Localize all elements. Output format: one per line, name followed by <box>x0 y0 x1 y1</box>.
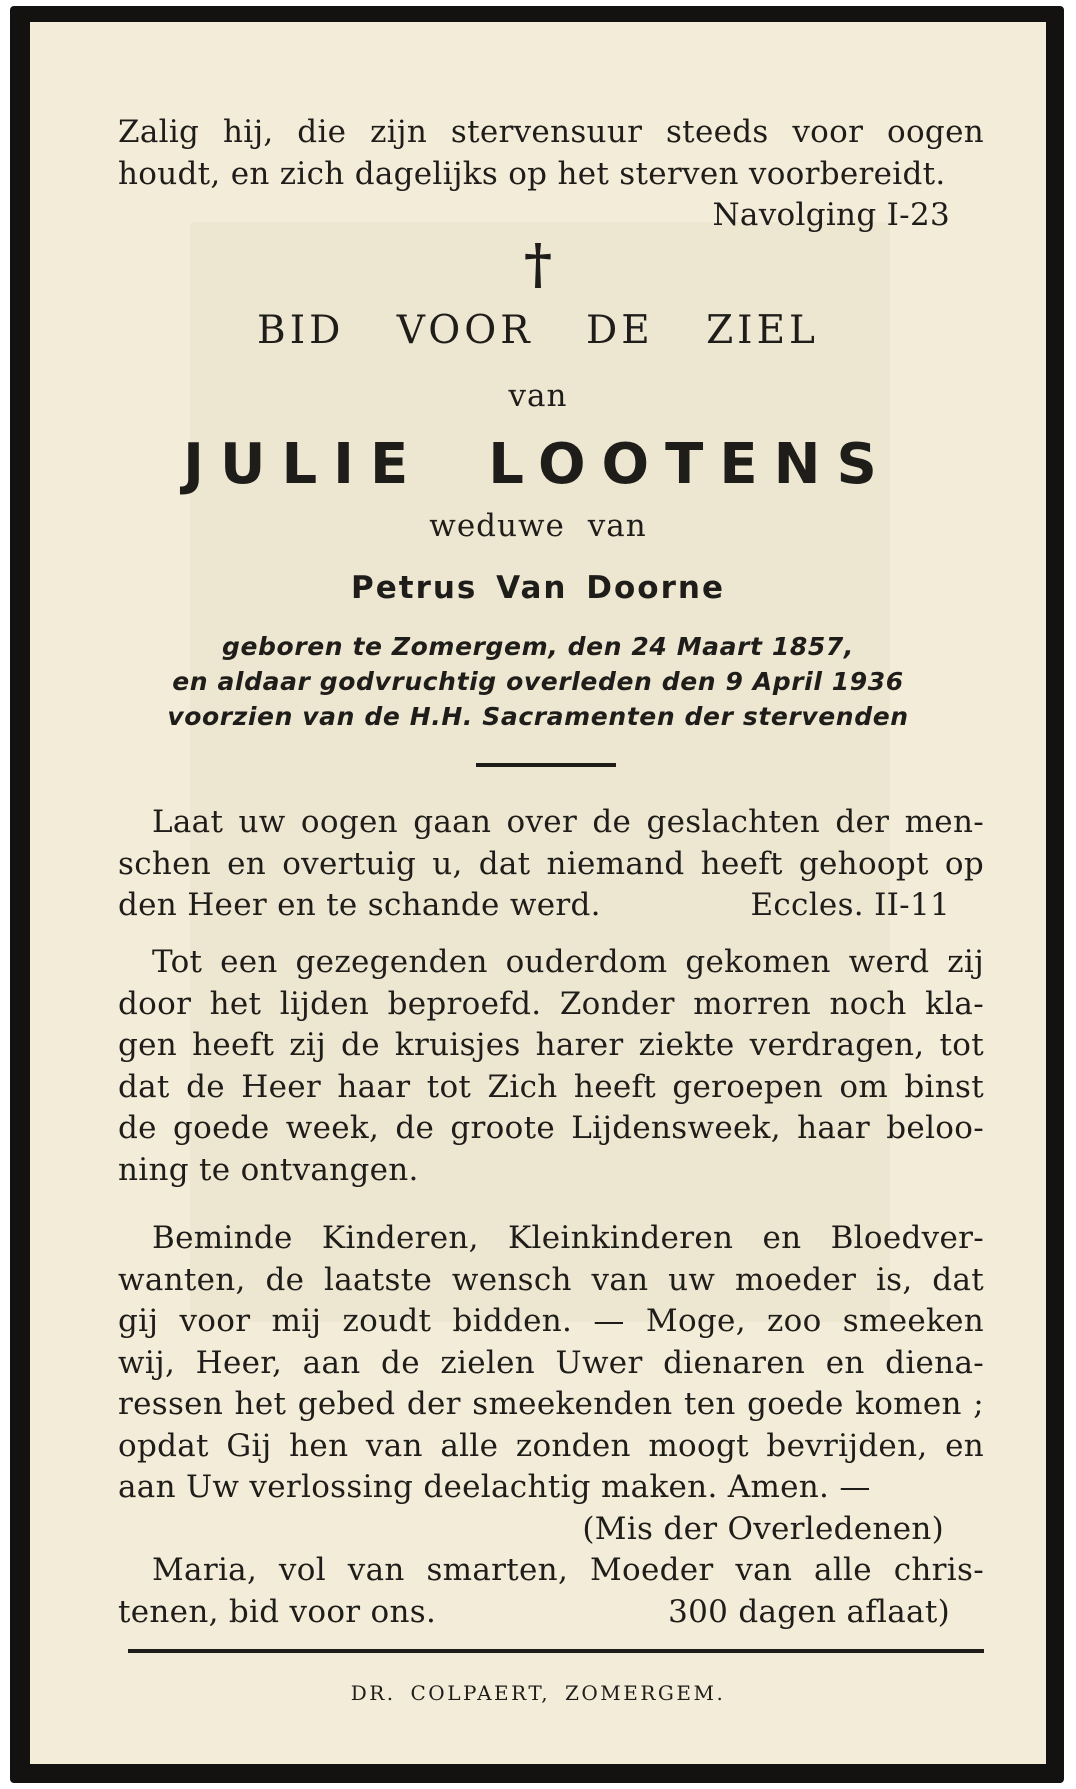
prayer-line-1: Maria, vol van smarten, Moeder van alle chris- <box>152 1552 984 1588</box>
epigraph <box>118 112 984 237</box>
paragraph1-line: Tot een gezegenden ouderdom gekomen werd zij <box>152 944 984 980</box>
prayer-line-2: tenen, bid voor ons. <box>118 1593 437 1630</box>
paragraph2-line: aan Uw verlossing deelachtig maken. Amen. — <box>118 1469 871 1505</box>
paragraph1-line: dat de Heer haar tot Zich heeft geroepen om binst <box>118 1068 984 1105</box>
paragraph2-line: gij voor mij zoudt bidden. — Moge, zoo smeeken <box>118 1303 984 1339</box>
cross-icon: † <box>523 232 553 296</box>
sacraments-detail: voorzien van de H.H. Sacramenten der stervenden <box>167 702 909 731</box>
paragraph2-line: wanten, de laatste wensch van uw moeder is, dat <box>118 1261 984 1298</box>
scripture-line-1: Laat uw oogen gaan over de geslachten der men- <box>152 804 984 840</box>
deceased-first-name: JULIE <box>183 432 425 497</box>
birth-detail: geboren te Zomergem, den 24 Maart 1857, <box>222 632 854 661</box>
memorial-card <box>10 6 1064 1783</box>
prayer <box>118 1550 984 1633</box>
paragraph1-line: ning te ontvangen. <box>118 1151 419 1188</box>
widow-of-label: weduwe van <box>429 508 647 544</box>
van-label: van <box>508 378 568 414</box>
paragraph2-line: ressen het gebed der smeekenden ten goede komen ; <box>118 1386 984 1422</box>
heading: BID VOOR DE ZIEL <box>257 308 819 353</box>
card-paper <box>30 22 1046 1764</box>
paragraph1-line: de goede week, de groote Lijdensweek, haar beloo- <box>118 1110 984 1146</box>
footer-rule <box>128 1649 984 1653</box>
paragraph2-line: opdat Gij hen van alle zonden moogt bevrijden, en <box>118 1427 984 1464</box>
printer-imprint: DR. COLPAERT, ZOMERGEM. <box>350 1681 726 1705</box>
scripture-source: Eccles. II-11 <box>750 887 950 923</box>
death-detail: en aldaar godvruchtig overleden den 9 April 1936 <box>172 667 904 696</box>
epigraph-line-1: Zalig hij, die zijn stervensuur steeds voor oogen <box>118 114 984 150</box>
scripture-line-2: schen en overtuig u, dat niemand heeft gehoopt op <box>118 845 984 882</box>
scripture-last-line <box>118 885 984 927</box>
husband-name: Petrus Van Doorne <box>351 570 725 606</box>
scripture-quote <box>118 802 984 927</box>
paragraph1-line: gen heeft zij de kruisjes harer ziekte verdragen, tot <box>118 1027 984 1063</box>
deceased-last-name: LOOTENS <box>488 432 893 497</box>
scripture-line-3: den Heer en te schande werd. <box>118 887 601 923</box>
paragraph-life <box>118 942 984 1191</box>
epigraph-line-2: houdt, en zich dagelijks op het sterven voorbereidt. <box>118 155 946 192</box>
epigraph-source: Navolging I-23 <box>712 197 950 233</box>
prayer-last-line <box>118 1592 984 1634</box>
paragraph2-line: wij, Heer, aan de zielen Uwer dienaren en diena- <box>118 1344 984 1381</box>
separator-line <box>476 763 616 767</box>
deceased-name <box>30 432 1046 497</box>
paragraph1-line: door het lijden beproefd. Zonder morren noch kla- <box>118 985 984 1022</box>
paragraph-address <box>118 1218 984 1550</box>
indulgence-note: 300 dagen aflaat) <box>668 1593 950 1630</box>
paragraph2-line: Beminde Kinderen, Kleinkinderen en Bloedver- <box>152 1220 984 1256</box>
paragraph2-source: (Mis der Overledenen) <box>582 1510 944 1547</box>
